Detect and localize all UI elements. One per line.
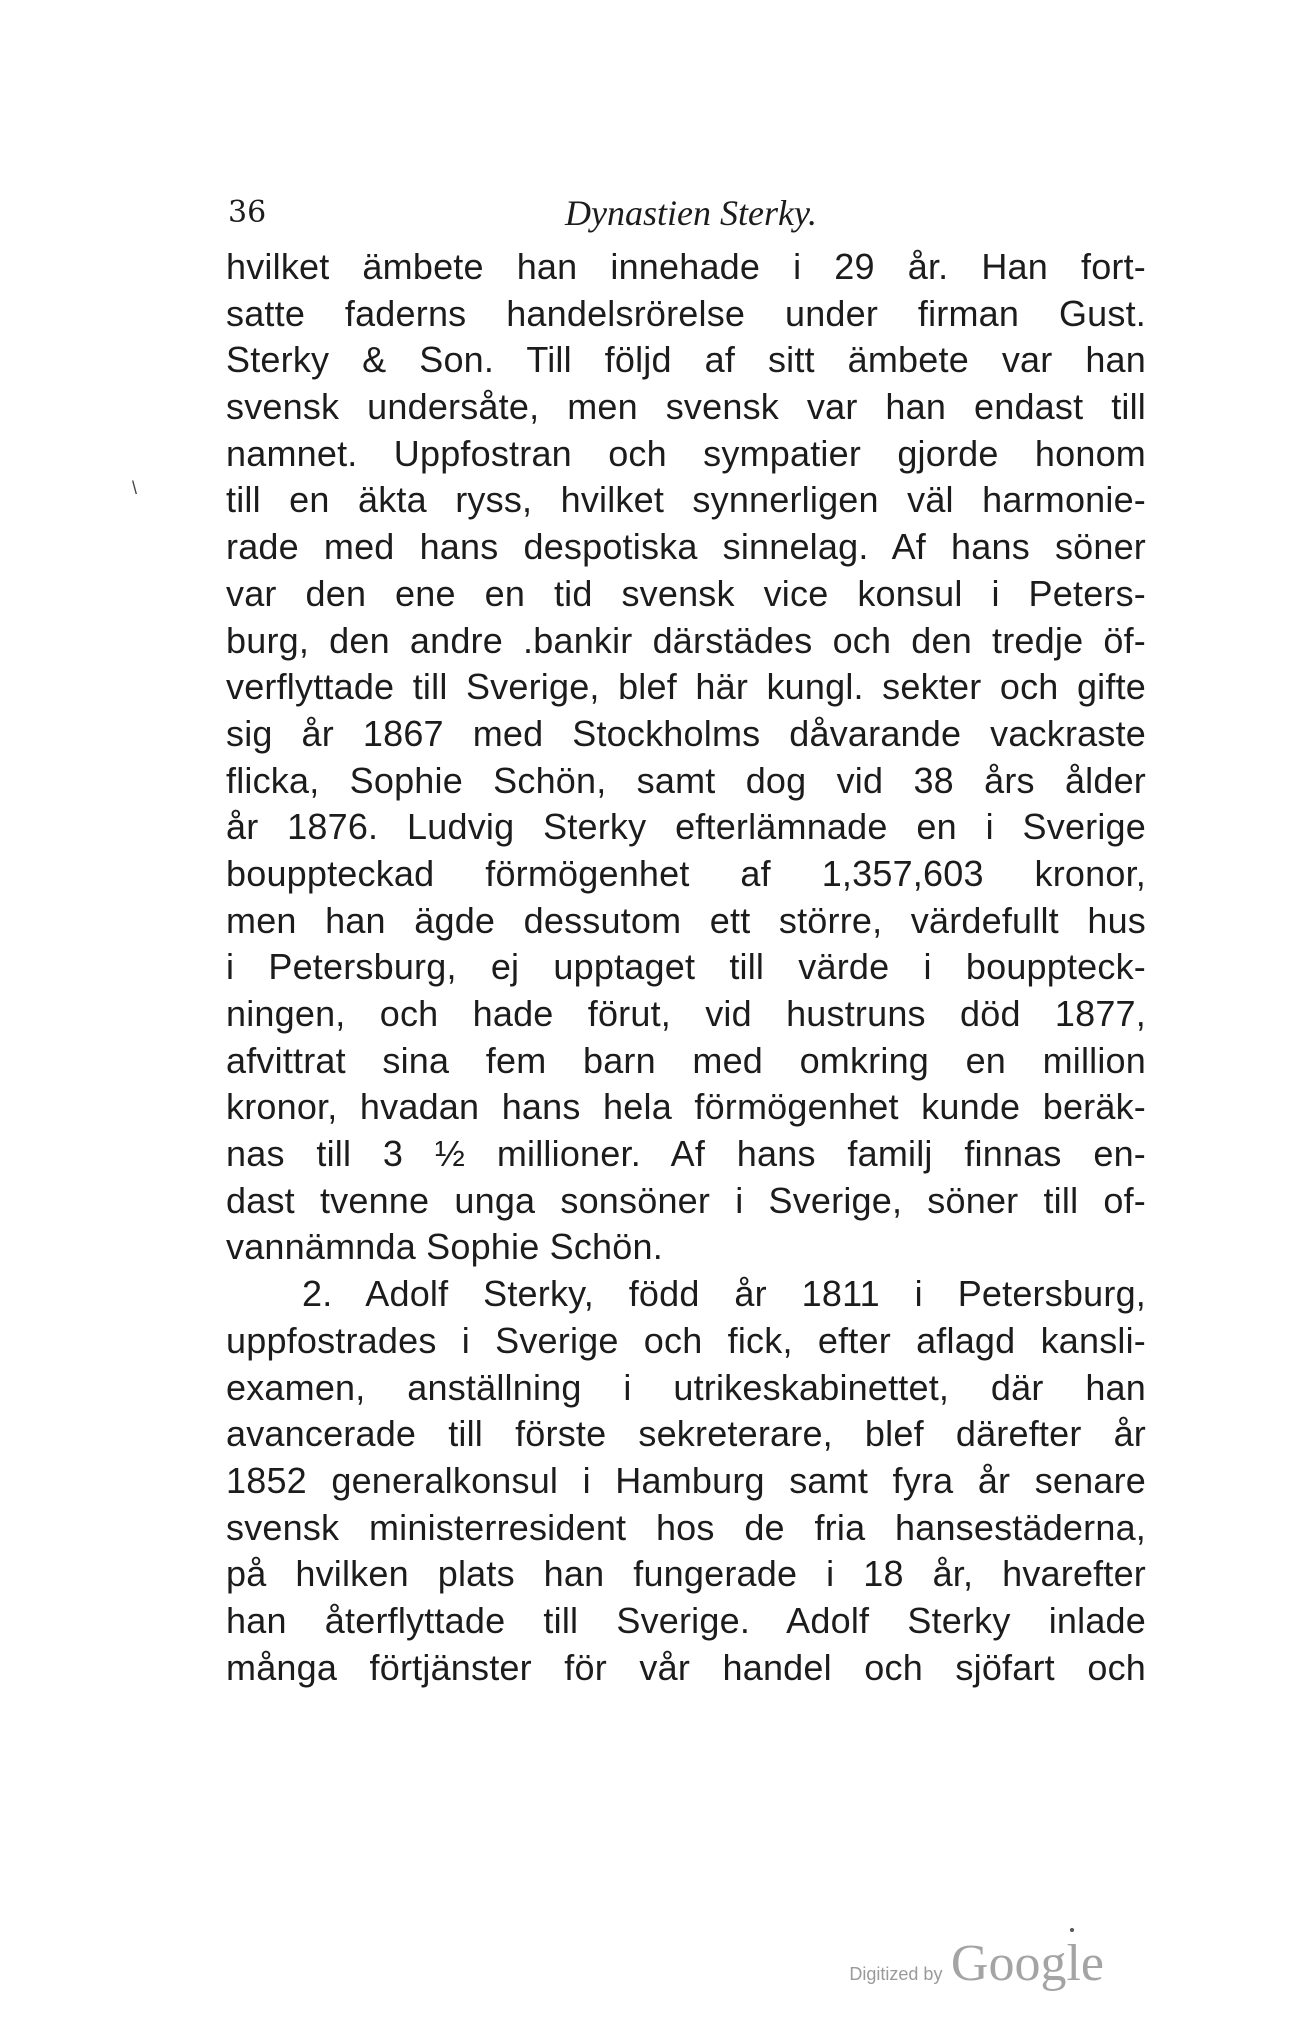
- text-line: till en äkta ryss, hvilket synnerligen väl harmonie-: [226, 479, 1146, 521]
- text-line: burg, den andre .bankir därstädes och den tredje öf-: [226, 619, 1146, 661]
- text-line: han återflyttade till Sverige. Adolf Sterky inlade: [226, 1599, 1146, 1641]
- text-line: 1852 generalkonsul i Hamburg samt fyra år senare: [226, 1459, 1146, 1501]
- text-line: svensk undersåte, men svensk var han endast till: [226, 386, 1146, 428]
- text-line: många förtjänster för vår handel och sjöfart och: [226, 1646, 1146, 1688]
- text-line: flicka, Sophie Schön, samt dog vid 38 års ålder: [226, 759, 1146, 801]
- body-text: [226, 244, 1146, 1691]
- google-logo: Google: [950, 1935, 1104, 1992]
- text-line: nas till 3 ½ millioner. Af hans familj finnas en-: [226, 1133, 1146, 1175]
- text-line: år 1876. Ludvig Sterky efterlämnade en i Sverige: [226, 806, 1146, 848]
- text-line: dast tvenne unga sonsöner i Sverige, söner till of-: [226, 1179, 1146, 1221]
- ink-speck: [1070, 1928, 1074, 1932]
- text-line: rade med hans despotiska sinnelag. Af hans söner: [226, 526, 1146, 568]
- text-line: vannämnda Sophie Schön.: [226, 1226, 663, 1268]
- digitized-watermark: [849, 1934, 1104, 1994]
- text-line: i Petersburg, ej upptaget till värde i bouppteck-: [226, 946, 1146, 988]
- text-line: verflyttade till Sverige, blef här kungl. sekter och gifte: [226, 666, 1146, 708]
- text-line: svensk ministerresident hos de fria hansestäderna,: [226, 1506, 1146, 1548]
- text-line: bouppteckad förmögenhet af 1,357,603 kronor,: [226, 852, 1146, 894]
- text-line: Sterky & Son. Till följd af sitt ämbete var han: [226, 339, 1146, 381]
- text-line: men han ägde dessutom ett större, värdefullt hus: [226, 899, 1146, 941]
- page-header: [228, 188, 1148, 238]
- text-line: sig år 1867 med Stockholms dåvarande vackraste: [226, 712, 1146, 754]
- text-line-paragraph-start: 2. Adolf Sterky, född år 1811 i Petersburg,: [302, 1273, 1146, 1315]
- text-line: satte faderns handelsrörelse under firman Gust.: [226, 292, 1146, 334]
- text-line: afvittrat sina fem barn med omkring en million: [226, 1039, 1146, 1081]
- text-line: ningen, och hade förut, vid hustruns död 1877,: [226, 993, 1146, 1034]
- text-line: var den ene en tid svensk vice konsul i Peters-: [226, 572, 1146, 614]
- stray-mark: \: [132, 478, 138, 498]
- page-number: 36: [228, 195, 267, 230]
- text-line: hvilket ämbete han innehade i 29 år. Han fort-: [226, 246, 1146, 287]
- text-line: på hvilken plats han fungerade i 18 år, hvarefter: [226, 1553, 1146, 1595]
- text-line: uppfostrades i Sverige och fick, efter aflagd kansli-: [226, 1319, 1146, 1361]
- text-line: examen, anställning i utrikeskabinettet, där han: [226, 1366, 1146, 1408]
- watermark-prefix: Digitized by: [849, 1964, 943, 1984]
- running-title: Dynastien Sterky.: [565, 193, 817, 233]
- text-line: avancerade till förste sekreterare, blef därefter år: [226, 1413, 1146, 1455]
- text-line: namnet. Uppfostran och sympatier gjorde honom: [226, 432, 1146, 474]
- text-line: kronor, hvadan hans hela förmögenhet kunde beräk-: [226, 1086, 1146, 1128]
